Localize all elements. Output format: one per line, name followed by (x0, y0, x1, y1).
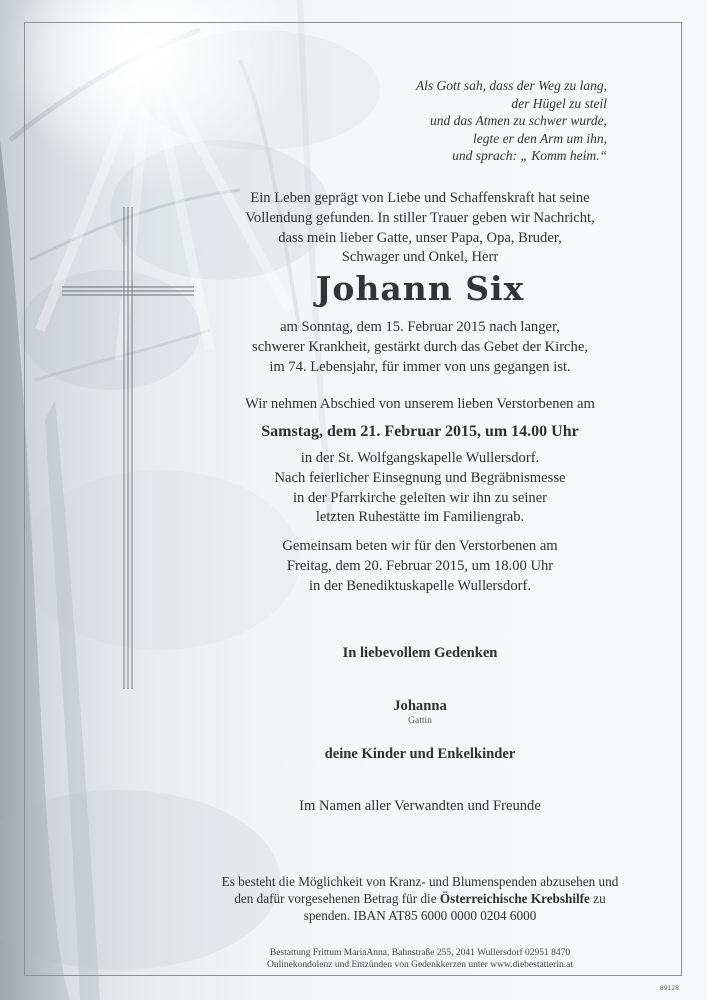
quote-line: und sprach: „ Komm heim.“ (452, 148, 607, 163)
ceremony-line: in der St. Wolfgangskapelle Wullersdorf. (300, 450, 540, 466)
relatives-text: Im Namen aller Verwandten und Freunde (299, 798, 541, 814)
prayer-text (190, 537, 650, 596)
children-line: deine Kinder und Enkelkinder (324, 746, 516, 762)
prayer-line: Freitag, dem 20. Februar 2015, um 18.00 Uhr (286, 557, 554, 574)
donation-text: den dafür vorgesehenen Betrag für die (234, 891, 440, 906)
intro-line: Ein Leben geprägt von Liebe und Schaffenskraft hat seine (250, 190, 590, 206)
charity-name: Österreichische Krebshilfe (439, 891, 590, 906)
quote-line: der Hügel zu steil (511, 95, 607, 111)
wife-name: Johanna (393, 698, 447, 714)
funeral-home-footer (200, 948, 640, 971)
quote-line: und das Atmen zu schwer wurde, (430, 113, 607, 128)
donation-notice (200, 873, 640, 924)
funeral-home-address: Bestattung Frittum MariaAnna, Bahnstraße 255, 2041 Wullersdorf 02951 8470 (269, 948, 571, 958)
death-line: im 74. Lebensjahr, für immer von uns gegangen ist. (269, 358, 571, 375)
farewell-intro (190, 395, 650, 415)
intro-line: Schwager und Onkel, Herr (341, 249, 499, 266)
intro-line: Vollendung gefunden. In stiller Trauer geben wir Nachricht, (245, 209, 595, 226)
farewell-intro-line: Wir nehmen Abschied von unserem lieben Verstorbenen am (245, 396, 595, 412)
ceremony-line: in der Pfarrkirche geleiten wir ihn zu seiner (292, 489, 548, 506)
intro-line: dass mein lieber Gatte, unser Papa, Opa, Bruder, (278, 229, 562, 246)
relatives-line (190, 797, 650, 817)
memorial-quote (307, 77, 607, 165)
donation-line: Es besteht die Möglichkeit von Kranz- und Blumenspenden abzusehen und (221, 874, 619, 889)
deceased-name: Johann Six (315, 269, 525, 308)
print-code: 89128 (659, 985, 679, 992)
mourners-heading: In liebevollem Gedenken (342, 645, 498, 661)
prayer-line: in der Benediktuskapelle Wullersdorf. (308, 577, 532, 594)
donation-text: zu (589, 891, 606, 906)
death-notice-text (190, 318, 650, 377)
death-line: am Sonntag, dem 15. Februar 2015 nach langer, (280, 319, 560, 335)
prayer-line: Gemeinsam beten wir für den Verstorbenen am (282, 538, 558, 554)
quote-line: Als Gott sah, dass der Weg zu lang, (415, 78, 607, 93)
condolence-website: Onlinekondolenz und Entzünden von Gedenkkerzen unter www.diebestatterin.at (267, 959, 573, 970)
donation-line (200, 890, 640, 907)
intro-text (190, 189, 650, 268)
donation-iban-line: spenden. IBAN AT85 6000 0000 0204 6000 (303, 908, 537, 923)
wife-role: Gattin (408, 716, 432, 726)
ceremony-line: letzten Ruhestätte im Familiengrab. (315, 509, 525, 526)
ceremony-text (190, 449, 650, 528)
death-line: schwerer Krankheit, gestärkt durch das Gebet der Kirche, (252, 338, 588, 355)
quote-line: legte er den Arm um ihn, (473, 130, 607, 146)
funeral-date: Samstag, dem 21. Februar 2015, um 14.00 Uhr (261, 423, 579, 440)
ceremony-line: Nach feierlicher Einsegnung und Begräbnismesse (274, 469, 566, 486)
